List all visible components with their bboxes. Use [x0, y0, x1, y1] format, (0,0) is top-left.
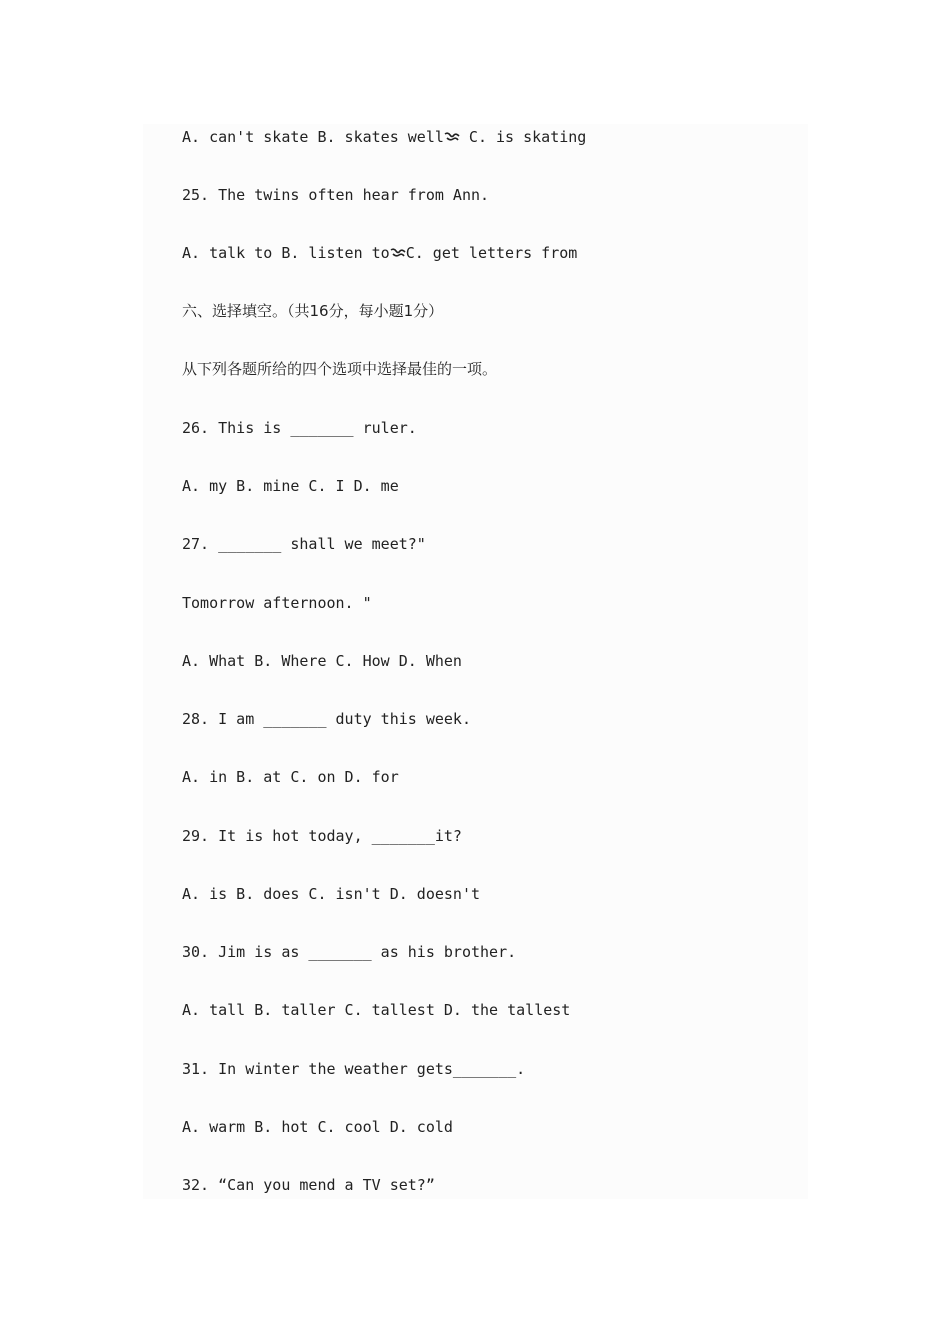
- question-30-stem: 30. Jim is as _______ as his brother.: [182, 943, 517, 961]
- question-31-options: A. warm B. hot C. cool D. cold: [182, 1118, 453, 1136]
- question-30-options: A. tall B. taller C. tallest D. the tallest: [182, 1001, 571, 1019]
- question-25-stem: 25. The twins often hear from Ann.: [182, 186, 490, 204]
- section-6-instruction: 从下列各题所给的四个选项中选择最佳的一项。: [182, 360, 498, 378]
- question-25-options: [182, 243, 577, 263]
- question-31-stem: 31. In winter the weather gets_______.: [182, 1060, 526, 1078]
- q24-options-part-1: A. can't skate B. skates well: [182, 128, 444, 146]
- question-32-stem: 32. “Can you mend a TV set?”: [182, 1176, 435, 1194]
- q25-options-part-1: A. talk to B. listen to: [182, 244, 390, 262]
- q24-options-part-2: C. is skating: [459, 128, 587, 146]
- section-6-title: 六、选择填空。（共16分，每小题1分）: [182, 302, 444, 320]
- question-29-stem: 29. It is hot today, _______it?: [182, 827, 462, 845]
- question-27-options: A. What B. Where C. How D. When: [182, 652, 462, 670]
- question-29-options: A. is B. does C. isn't D. doesn't: [182, 885, 481, 903]
- question-28-options: A. in B. at C. on D. for: [182, 768, 399, 786]
- question-27-reply: Tomorrow afternoon. ": [182, 594, 372, 612]
- scribble-glyph-icon: [444, 131, 460, 143]
- question-24-options: [182, 127, 586, 147]
- scribble-glyph-icon: [390, 247, 406, 259]
- question-28-stem: 28. I am _______ duty this week.: [182, 710, 471, 728]
- q25-options-part-2: C. get letters from: [405, 244, 578, 262]
- question-27-stem: 27. _______ shall we meet?": [182, 535, 426, 553]
- question-26-options: A. my B. mine C. I D. me: [182, 477, 399, 495]
- question-26-stem: 26. This is _______ ruler.: [182, 419, 417, 437]
